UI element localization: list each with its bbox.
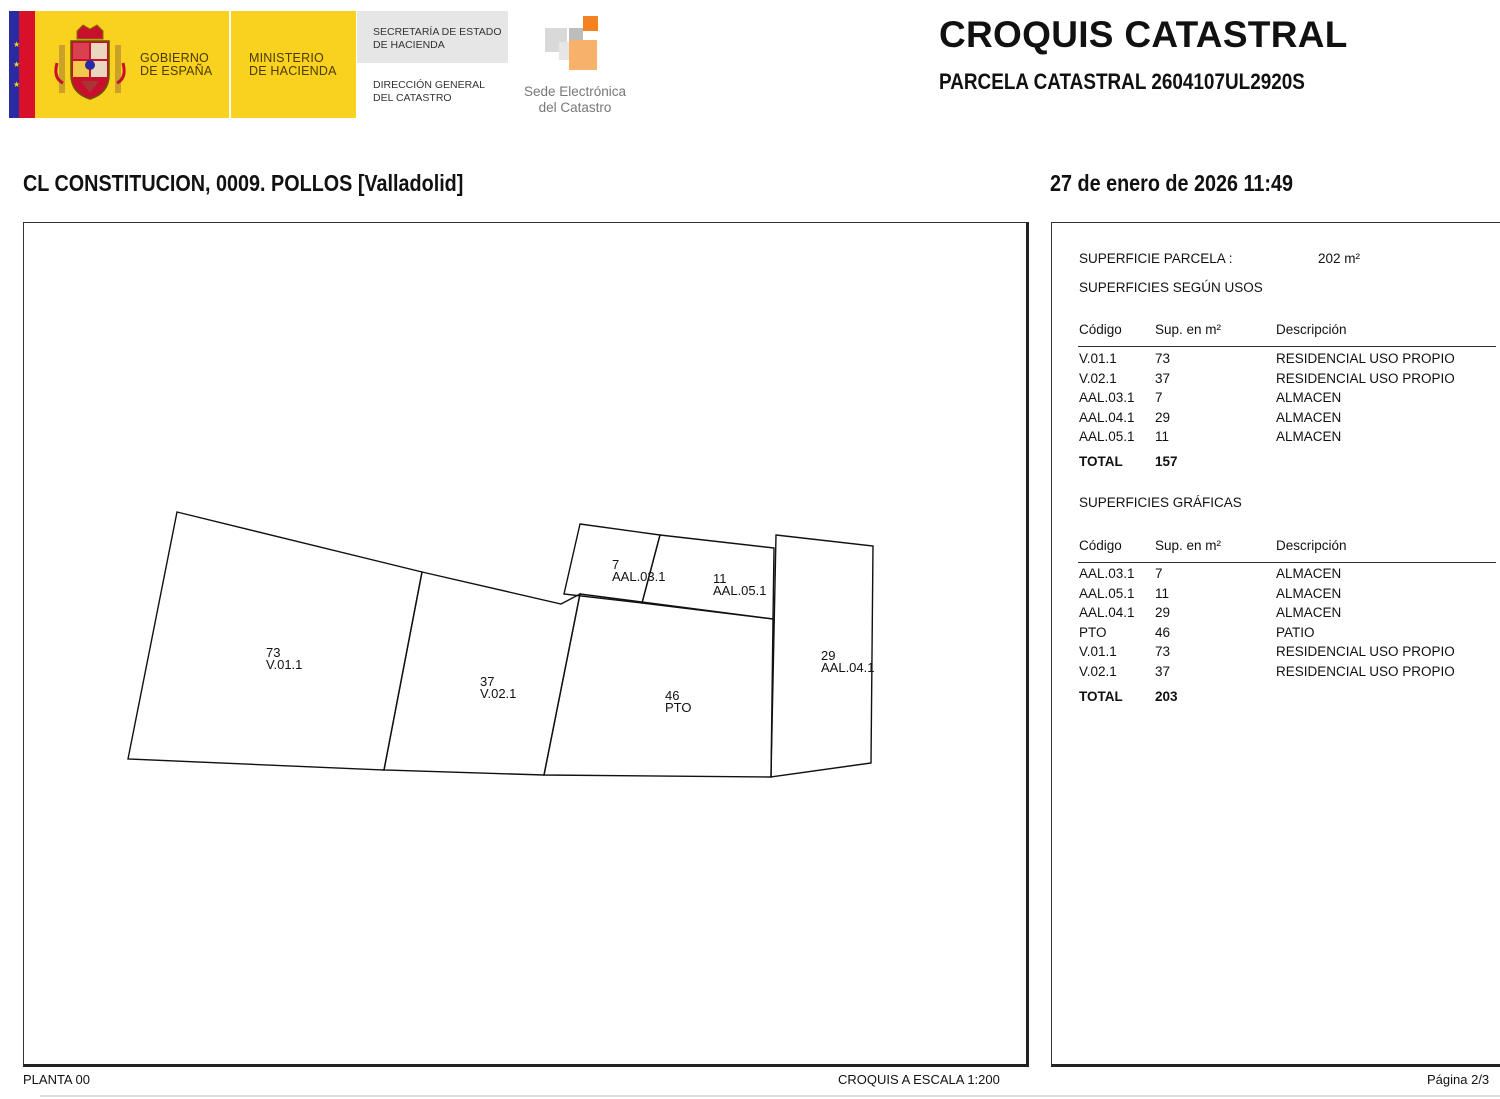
table-row: AAL.03.1 7 ALMACEN — [1079, 566, 1342, 581]
ministry-name: MINISTERIO DE HACIENDA — [249, 51, 337, 78]
parcel-reference: PARCELA CATASTRAL 2604107UL2920S — [939, 69, 1305, 94]
logo-divider — [229, 11, 231, 118]
sede-catastro-logo-icon — [545, 16, 599, 72]
page-bottom-rule — [40, 1095, 1500, 1097]
star-icon: ★ — [13, 60, 21, 69]
col-desc-header: Descripción — [1276, 322, 1347, 337]
plan-label-aal04: 29 AAL.04.1 — [821, 648, 875, 675]
scale-label: CROQUIS A ESCALA 1:200 — [838, 1072, 1000, 1087]
table-row: AAL.04.1 29 ALMACEN — [1079, 605, 1342, 620]
graphic-section-title: SUPERFICIES GRÁFICAS — [1079, 495, 1242, 510]
star-icon: ★ — [13, 40, 21, 49]
col-code-header: Código — [1079, 322, 1122, 337]
table-row: V.01.1 73 RESIDENCIAL USO PROPIO — [1079, 351, 1455, 366]
government-name: GOBIERNO DE ESPAÑA — [140, 51, 213, 78]
graphic-total-row: TOTAL 203 — [1079, 689, 1178, 704]
table-row: V.02.1 37 RESIDENCIAL USO PROPIO — [1079, 371, 1455, 386]
plan-label-aal05: 11 AAL.05.1 — [713, 571, 767, 598]
parcel-area-value: 202 m² — [1318, 251, 1361, 266]
table-row: AAL.04.1 29 ALMACEN — [1079, 410, 1342, 425]
document-datetime: 27 de enero de 2026 11:49 — [1050, 170, 1294, 196]
coat-of-arms-icon — [53, 23, 127, 107]
table-row: AAL.05.1 11 ALMACEN — [1079, 429, 1342, 444]
government-logo-block — [9, 11, 356, 118]
property-address: CL CONSTITUCION, 0009. POLLOS [Valladolid] — [23, 170, 464, 196]
flag-strip — [9, 11, 35, 118]
table-row: V.01.1 73 RESIDENCIAL USO PROPIO — [1079, 644, 1455, 659]
document-title: CROQUIS CATASTRAL — [939, 14, 1348, 55]
star-icon: ★ — [13, 80, 21, 89]
directorate-name: DIRECCIÓN GENERAL DEL CATASTRO — [373, 79, 486, 104]
table-row: AAL.03.1 7 ALMACEN — [1079, 390, 1342, 405]
uses-table-header — [0, 322, 1500, 342]
table-row: PTO 46 PATIO — [1079, 625, 1315, 640]
plan-label-v02: 37 V.02.1 — [480, 674, 517, 701]
col-area-header: Sup. en m² — [1155, 322, 1222, 337]
plan-label-aal03: 7 AAL.03.1 — [612, 557, 666, 584]
uses-section-title: SUPERFICIES SEGÚN USOS — [1079, 280, 1263, 295]
graphic-table-header: Código Sup. en m² Descripción — [1079, 538, 1347, 553]
graphic-table-rule — [1078, 562, 1496, 563]
plan-label-pto: 46 PTO — [665, 688, 692, 715]
secretariat-name: SECRETARÍA DE ESTADO DE HACIENDA — [373, 26, 502, 51]
uses-table-rule — [1078, 346, 1496, 347]
plan-label-v01: 73 V.01.1 — [266, 645, 303, 672]
sede-catastro-name: Sede Electrónica del Catastro — [523, 84, 627, 115]
floor-label: PLANTA 00 — [23, 1072, 90, 1087]
uses-total-row: TOTAL 157 — [1079, 454, 1178, 469]
page-number: Página 2/3 — [1427, 1072, 1490, 1087]
parcel-area-label: SUPERFICIE PARCELA : — [1079, 251, 1233, 266]
table-row: V.02.1 37 RESIDENCIAL USO PROPIO — [1079, 664, 1455, 679]
secretariat-block — [357, 11, 508, 63]
table-row: AAL.05.1 11 ALMACEN — [1079, 586, 1342, 601]
